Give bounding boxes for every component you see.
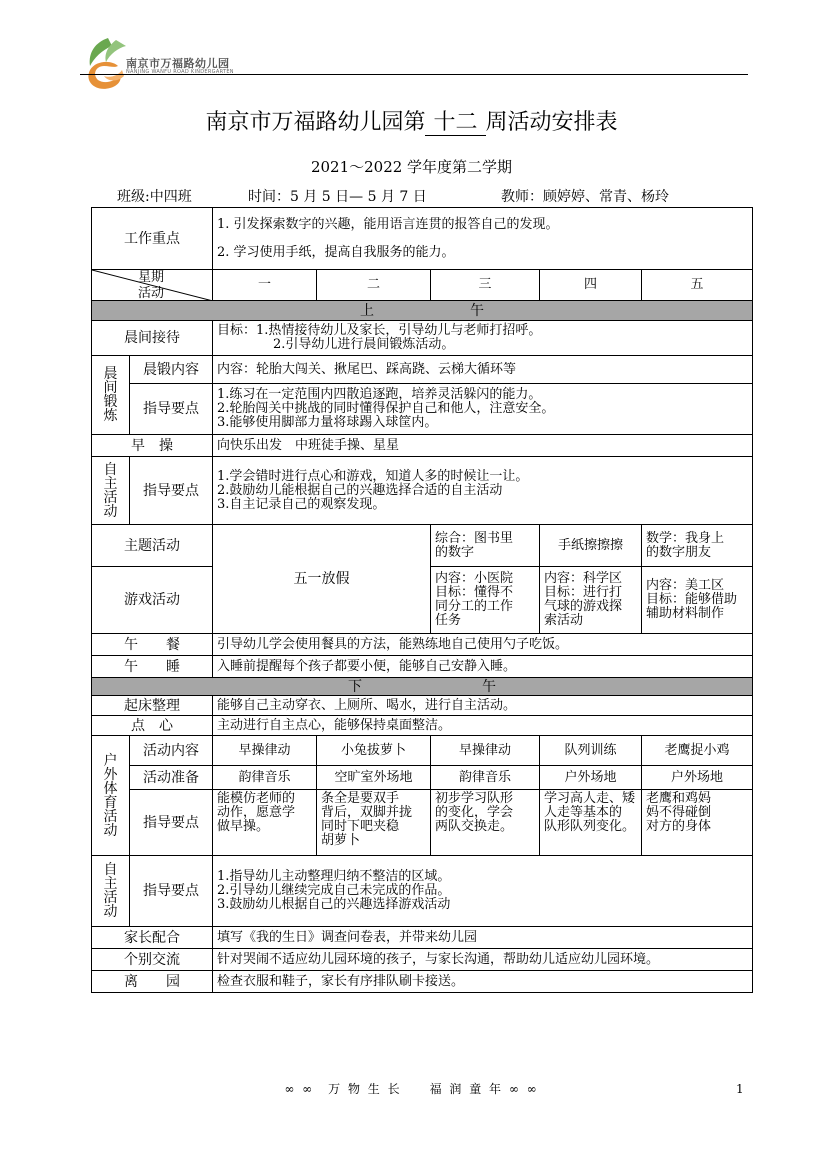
- exercise-group-label: [92, 356, 130, 435]
- parents-content: 填写《我的生日》调查问卷表，并带来幼儿园: [213, 927, 753, 949]
- row-wakeup: [92, 696, 753, 716]
- self-activity-item: 1.学会错时进行点心和游戏，知道人多的时候让一让。: [217, 468, 529, 484]
- self-activity-guide-label: 指导要点: [130, 856, 213, 927]
- focus-label: 工作重点: [92, 208, 213, 270]
- focus-item: 1. 引发探索数字的兴趣，能用语言连贯的报答自己的发现。: [217, 216, 559, 232]
- group-char: 活: [103, 890, 118, 906]
- guide-text: 学习高人走、矮: [544, 791, 636, 806]
- guide-text: 两队交换走。: [435, 819, 514, 834]
- outdoor-content-day-1: 早操律动: [213, 736, 317, 766]
- day-2: 二: [317, 270, 431, 301]
- guide-text: 老鹰和鸡妈: [646, 791, 712, 806]
- exercise-content: 内容：轮胎大闯关、揪尾巴、踩高跷、云梯大循环等: [213, 356, 753, 384]
- reception-item: 1.热情接待幼儿及家长，引导幼儿与老师打招呼。: [256, 323, 542, 338]
- game-text: 索活动: [544, 613, 584, 628]
- group-char: 动: [103, 822, 118, 839]
- theme-text: 的数字朋友: [646, 544, 712, 560]
- self-activity-group-label: [92, 457, 130, 525]
- guide-text: 的变化，学会: [435, 805, 514, 820]
- row-focus: [92, 208, 753, 270]
- row-morning-exercise: [92, 435, 753, 457]
- guide-text: 队形队列变化。: [544, 819, 636, 834]
- row-leave: [92, 971, 753, 993]
- self-activity-item: 1.指导幼儿主动整理归纳不整洁的区域。: [217, 869, 451, 884]
- game-text: 内容：美工区: [646, 578, 725, 593]
- group-char: 自: [103, 862, 118, 878]
- reception-goal-prefix: 目标：: [217, 323, 257, 338]
- game-text: 气球的游戏探: [544, 599, 623, 614]
- leave-content: 检查衣服和鞋子，家长有序排队刷卡接送。: [213, 971, 753, 993]
- reception-item: 2.引导幼儿进行晨间锻炼活动。: [273, 337, 455, 352]
- row-reception: [92, 321, 753, 356]
- game-day-5: [642, 567, 753, 634]
- group-char: 晨: [103, 366, 118, 382]
- wakeup-content: 能够自己主动穿衣、上厕所、喝水，进行自主活动。: [213, 696, 753, 716]
- band-left: 下: [348, 678, 362, 695]
- snack-content: 主动进行自主点心，能够保持桌面整洁。: [213, 716, 753, 736]
- info-teachers: 教师：顾婷婷、常青、杨玲: [501, 189, 669, 205]
- group-char: 外: [103, 766, 118, 783]
- guide-text: 条全是要双手: [321, 791, 400, 806]
- outdoor-guide-label: 指导要点: [130, 790, 213, 856]
- individual-content: 针对哭闹不适应幼儿园环境的孩子，与家长沟通，帮助幼儿适应幼儿园环境。: [213, 949, 753, 971]
- group-char: 体: [103, 780, 118, 797]
- group-char: 活: [103, 489, 118, 506]
- reception-label: 晨间接待: [92, 321, 213, 356]
- outdoor-content-day-3: 早操律动: [431, 736, 540, 766]
- group-char: 自: [103, 461, 118, 478]
- row-outdoor-content: [92, 736, 753, 766]
- guide-text: 人走等基本的: [544, 805, 623, 820]
- weekday-activity-header: [92, 270, 213, 301]
- group-char: 育: [103, 794, 118, 811]
- row-self-activity-2: [92, 856, 753, 927]
- row-exercise-guide: [92, 384, 753, 435]
- schedule-table: [91, 207, 753, 993]
- outdoor-content-day-5: 老鹰捉小鸡: [642, 736, 753, 766]
- focus-content: [213, 208, 753, 270]
- morning-exercise-content: 向快乐出发 中班徒手操、星星: [213, 435, 753, 457]
- snack-label: 点 心: [92, 716, 213, 736]
- exercise-guide-label: 指导要点: [130, 384, 213, 435]
- row-self-activity-1: [92, 457, 753, 525]
- self-activity-guide: [213, 856, 753, 927]
- kindergarten-logo-icon: [78, 36, 130, 92]
- focus-item: 2. 学习使用手纸，提高自我服务的能力。: [217, 244, 455, 260]
- outdoor-prep-day-5: 户外场地: [642, 766, 753, 790]
- guide-text: 妈不得碰倒: [646, 805, 712, 820]
- outdoor-guide-day-3: [431, 790, 540, 856]
- game-day-3: [431, 567, 540, 634]
- row-parents: [92, 927, 753, 949]
- day-4: 四: [540, 270, 642, 301]
- reception-content: [213, 321, 753, 356]
- logo-english-name: NANJING WANFU ROAD KINDERGARTEN: [126, 69, 234, 75]
- row-afternoon-band: [92, 678, 753, 696]
- morning-exercise-label: 早 操: [92, 435, 213, 457]
- outdoor-guide-day-5: [642, 790, 753, 856]
- group-char: 户: [103, 752, 118, 769]
- title-suffix: 周活动安排表: [485, 110, 618, 135]
- theme-text: 数学：我身上: [646, 530, 725, 546]
- header-weekday-label: 星期: [138, 270, 165, 285]
- row-individual: [92, 949, 753, 971]
- theme-day-3: [431, 525, 540, 567]
- outdoor-group-label: [92, 736, 130, 856]
- outdoor-guide-day-4: [540, 790, 642, 856]
- guide-text: 能模仿老师的: [217, 791, 296, 806]
- game-text: 目标：懂得不: [435, 585, 514, 600]
- logo-chinese-name: 南京市万福路幼儿园: [126, 57, 230, 70]
- lunch-label: 午 餐: [92, 634, 213, 656]
- outdoor-guide-day-2: [317, 790, 431, 856]
- group-char: 主: [103, 876, 118, 892]
- group-char: 动: [103, 904, 118, 920]
- game-text: 任务: [435, 613, 462, 628]
- row-lunch: [92, 634, 753, 656]
- group-char: 炼: [103, 408, 118, 424]
- header-activity-label: 活动: [138, 286, 165, 301]
- game-text: 同分工的工作: [435, 599, 514, 614]
- title-prefix: 南京市万福路幼儿园第: [205, 110, 426, 135]
- day-3: 三: [431, 270, 540, 301]
- exercise-guide-item: 2.轮胎闯关中挑战的同时懂得保护自己和他人，注意安全。: [217, 401, 555, 416]
- page-subtitle: 2021～2022 学年度第二学期: [310, 158, 513, 176]
- guide-text: 初步学习队形: [435, 791, 514, 806]
- leave-label: 离 园: [92, 971, 213, 993]
- footer-slogan: ∞ ∞ 万 物 生 长 福 润 童 年 ∞ ∞: [284, 1082, 539, 1096]
- row-nap: [92, 656, 753, 678]
- row-outdoor-guide: [92, 790, 753, 856]
- row-outdoor-prep: [92, 766, 753, 790]
- outdoor-prep-day-4: 户外场地: [540, 766, 642, 790]
- guide-text: 对方的身体: [646, 819, 712, 834]
- outdoor-prep-day-2: 空旷室外场地: [317, 766, 431, 790]
- morning-band: [92, 301, 753, 321]
- game-text: 内容：小医院: [435, 571, 514, 586]
- afternoon-band: [92, 678, 753, 696]
- group-char: 活: [103, 808, 118, 825]
- outdoor-prep-label: 活动准备: [130, 766, 213, 790]
- outdoor-prep-day-3: 韵律音乐: [431, 766, 540, 790]
- exercise-guide: [213, 384, 753, 435]
- game-text: 目标：进行打: [544, 585, 623, 600]
- parents-label: 家长配合: [92, 927, 213, 949]
- row-weekdays: [92, 270, 753, 301]
- nap-label: 午 睡: [92, 656, 213, 678]
- day-5: 五: [642, 270, 753, 301]
- outdoor-guide-day-1: [213, 790, 317, 856]
- game-text: 目标：能够借助: [646, 592, 738, 607]
- self-activity-item: 2.鼓励幼儿能根据自己的兴趣选择合适的自主活动: [217, 482, 503, 498]
- self-activity-group-label: [92, 856, 130, 927]
- guide-text: 胡萝卜: [321, 833, 361, 848]
- game-day-4: [540, 567, 642, 634]
- game-text: 辅助材料制作: [646, 606, 725, 621]
- theme-activity-label: 主题活动: [92, 525, 213, 567]
- band-right: 午: [470, 302, 484, 319]
- lunch-content: 引导幼儿学会使用餐具的方法，能熟练地自己使用勺子吃饭。: [213, 634, 753, 656]
- row-snack: [92, 716, 753, 736]
- page-title: [0, 105, 823, 136]
- guide-text: 背后，双脚并拢: [321, 805, 413, 820]
- row-exercise-content: [92, 356, 753, 384]
- theme-text: 综合：图书里: [435, 530, 514, 546]
- game-activity-label: 游戏活动: [92, 567, 213, 634]
- band-right: 午: [482, 678, 496, 695]
- page-number: 1: [736, 1082, 744, 1096]
- info-class: 班级:中四班: [117, 189, 192, 205]
- outdoor-prep-day-1: 韵律音乐: [213, 766, 317, 790]
- outdoor-content-day-2: 小兔拔萝卜: [317, 736, 431, 766]
- self-activity-item: 2.引导幼儿继续完成自己未完成的作品。: [217, 883, 451, 898]
- guide-text: 做早操。: [217, 819, 270, 834]
- exercise-content-label: 晨锻内容: [130, 356, 213, 384]
- row-morning-band: [92, 301, 753, 321]
- theme-day-4: 手纸擦擦擦: [540, 525, 642, 567]
- theme-text: 的数字: [435, 544, 475, 560]
- exercise-guide-item: 1.练习在一定范围内四散追逐跑，培养灵活躲闪的能力。: [217, 387, 542, 402]
- group-char: 锻: [103, 394, 118, 410]
- exercise-guide-item: 3.能够使用脚部力量将球踢入球筐内。: [217, 415, 438, 430]
- outdoor-content-label: 活动内容: [130, 736, 213, 766]
- guide-text: 动作，愿意学: [217, 805, 296, 820]
- wakeup-label: 起床整理: [92, 696, 213, 716]
- individual-label: 个别交流: [92, 949, 213, 971]
- row-theme-activity: [92, 525, 753, 567]
- game-text: 内容：科学区: [544, 571, 623, 586]
- group-char: 间: [103, 380, 118, 396]
- header-rule: [80, 74, 748, 75]
- day-1: 一: [213, 270, 317, 301]
- holiday-notice: 五一放假: [213, 525, 431, 634]
- self-activity-item: 3.鼓励幼儿根据自己的兴趣选择游戏活动: [217, 897, 451, 912]
- self-activity-guide-label: 指导要点: [130, 457, 213, 525]
- info-time: 时间：5 月 5 日— 5 月 7 日: [248, 189, 427, 205]
- nap-content: 入睡前提醒每个孩子都要小便，能够自己安静入睡。: [213, 656, 753, 678]
- self-activity-item: 3.自主记录自己的观察发现。: [217, 496, 386, 512]
- guide-text: 同时下吧夹稳: [321, 819, 400, 834]
- self-activity-guide: [213, 457, 753, 525]
- theme-day-5: [642, 525, 753, 567]
- title-week-number: 十二: [425, 111, 485, 136]
- band-left: 上: [360, 302, 374, 319]
- group-char: 动: [103, 503, 118, 520]
- group-char: 主: [103, 475, 118, 492]
- outdoor-content-day-4: 队列训练: [540, 736, 642, 766]
